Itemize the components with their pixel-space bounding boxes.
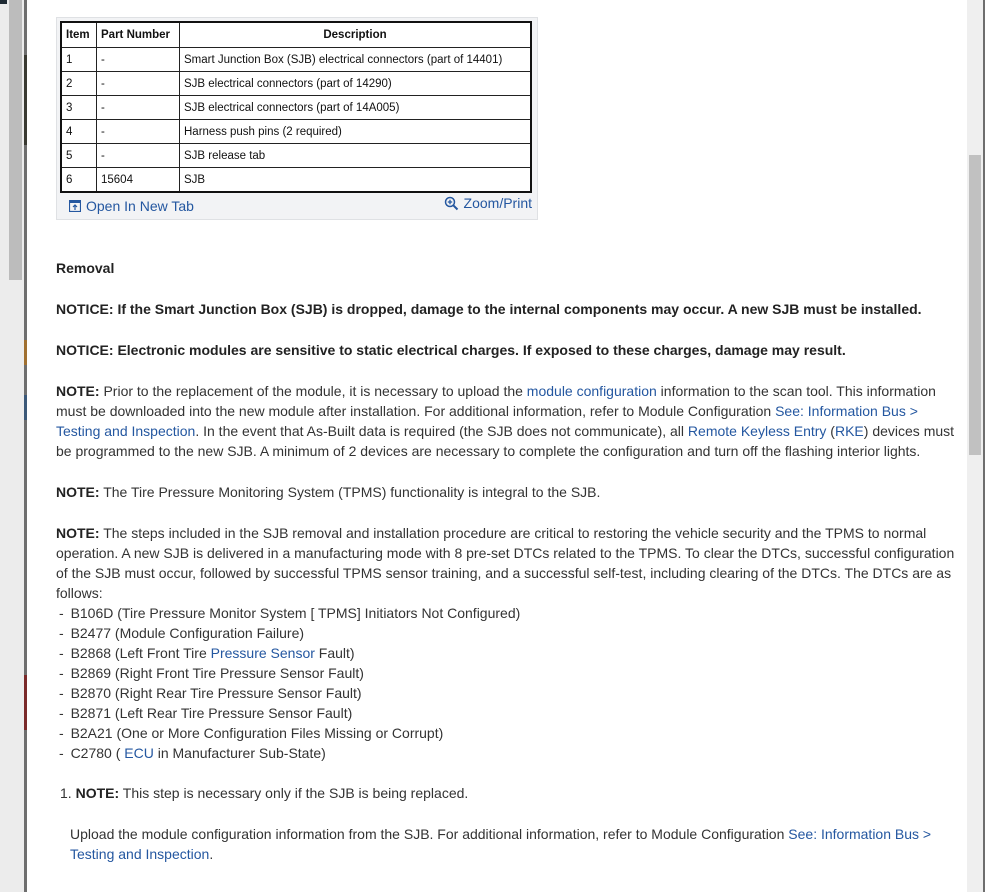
cell-item: 4 (61, 120, 97, 144)
dtc-text: in Manufacturer Sub-State) (153, 745, 326, 761)
note-module-configuration (56, 381, 956, 461)
note-text: Prior to the replacement of the module, it is necessary to upload the (99, 383, 527, 399)
dtc-item (56, 683, 956, 703)
background-corner (0, 0, 7, 4)
dtc-text: B106D (Tire Pressure Monitor System [ TPMS] Initiators Not Configured) (70, 605, 521, 621)
note-label: NOTE: (56, 525, 100, 541)
cell-description: Harness push pins (2 required) (180, 120, 532, 144)
dtc-item (56, 703, 956, 723)
note-label: NOTE: (56, 383, 100, 399)
note-dtcs (56, 523, 956, 603)
notice-static: NOTICE: Electronic modules are sensitive to static electrical charges. If exposed to these charges, damage may result. (56, 342, 846, 358)
cell-item: 2 (61, 72, 97, 96)
cell-description: Smart Junction Box (SJB) electrical connectors (part of 14401) (180, 48, 532, 72)
step-body-text: Upload the module configuration information from the SJB. For additional information, refer to Module Configuration (70, 826, 789, 842)
note-text: . In the event that As-Built data is required (the SJB does not communicate), all (195, 423, 688, 439)
note-text: The steps included in the SJB removal and installation procedure are critical to restoring the vehicle security and the TPMS to normal operation. A new SJB is delivered in a manufacturing mode with 8 pre-set DTCs related to the TPMS. To clear the DTCs, successful configuration of the SJB must occur, followed by successful TPMS sensor training, and a successful self-test, including clearing of the DTCs. The DTCs are as follows: (56, 525, 955, 601)
zoom-print-link[interactable] (444, 195, 532, 211)
dtc-text: C2780 ( (70, 745, 125, 761)
notice-dropped: NOTICE: If the Smart Junction Box (SJB) is dropped, damage to the internal components may occur. A new SJB must be installed. (56, 301, 922, 317)
table-row (61, 168, 531, 193)
table-row (61, 144, 531, 168)
dtc-item (56, 603, 956, 623)
dtc-term-link[interactable]: ECU (124, 745, 154, 761)
table-header-row (61, 22, 531, 48)
dtc-text: B2868 (Left Front Tire (70, 645, 211, 661)
dtc-text: B2870 (Right Rear Tire Pressure Sensor Fault) (70, 685, 362, 701)
cell-item: 1 (61, 48, 97, 72)
cell-part-number: 15604 (97, 168, 180, 193)
information-bus-testing-link[interactable]: See: Information Bus > Testing and Inspection (70, 826, 932, 862)
background-scrollbar-thumb (9, 0, 22, 280)
column-header-description: Description (180, 22, 532, 48)
cell-item: 6 (61, 168, 97, 193)
cell-part-number: - (97, 48, 180, 72)
dtc-text: Fault) (314, 645, 355, 661)
table-row (61, 96, 531, 120)
note-text: ( (826, 423, 835, 439)
note-text: The Tire Pressure Monitoring System (TPMS) functionality is integral to the SJB. (99, 484, 601, 500)
cell-description: SJB (180, 168, 532, 193)
note-label: NOTE: (75, 785, 120, 801)
procedure-content (56, 258, 956, 864)
step-body (56, 824, 956, 864)
dtc-text: B2871 (Left Rear Tire Pressure Sensor Fault) (70, 705, 353, 721)
step-item (56, 783, 956, 864)
cell-description: SJB electrical connectors (part of 14A005) (180, 96, 532, 120)
information-bus-testing-link[interactable]: See: Information Bus > Testing and Inspection (56, 403, 918, 439)
cell-part-number: - (97, 144, 180, 168)
table-row (61, 48, 531, 72)
dtc-item (56, 663, 956, 683)
scrollbar-thumb[interactable] (969, 155, 981, 455)
cell-description: SJB release tab (180, 144, 532, 168)
dtc-list (56, 603, 956, 763)
open-in-new-tab-label: Open In New Tab (86, 198, 194, 214)
step-note-text: This step is necessary only if the SJB is being replaced. (119, 785, 469, 801)
cell-part-number: - (97, 96, 180, 120)
note-tpms-integral (56, 482, 956, 502)
column-header-part-number: Part Number (97, 22, 180, 48)
note-text: information to the scan tool. This information must be downloaded into the new module after installation. For additional information, refer to Module Configuration (56, 383, 936, 419)
column-header-item: Item (61, 22, 97, 48)
dtc-text: B2477 (Module Configuration Failure) (70, 625, 305, 641)
zoom-in-icon (444, 196, 459, 211)
open-new-tab-icon (69, 200, 81, 212)
cell-part-number: - (97, 120, 180, 144)
cell-description: SJB electrical connectors (part of 14290) (180, 72, 532, 96)
module-configuration-link[interactable]: module configuration (526, 383, 657, 399)
remote-keyless-entry-link[interactable]: Remote Keyless Entry (687, 423, 827, 439)
dtc-item (56, 723, 956, 743)
dtc-term-link[interactable]: Pressure Sensor (210, 645, 315, 661)
vertical-scrollbar[interactable] (967, 0, 983, 892)
step-body-end: . (209, 846, 214, 862)
note-text: ) devices must be programmed to the new SJB. A minimum of 2 devices are necessary to complete the configuration and turn off the flashing interior lights. (56, 423, 955, 459)
dtc-text: B2869 (Right Front Tire Pressure Sensor Fault) (70, 665, 364, 681)
section-heading: Removal (56, 260, 115, 276)
note-label: NOTE: (56, 484, 100, 500)
step-number: 1. (60, 785, 72, 801)
dtc-item (56, 743, 956, 763)
dtc-item (56, 643, 956, 663)
table-row (61, 72, 531, 96)
open-in-new-tab-link[interactable] (69, 198, 194, 214)
cell-item: 3 (61, 96, 97, 120)
parts-table (60, 21, 532, 193)
background-page (0, 0, 24, 892)
procedure-steps (56, 783, 956, 864)
dtc-item (56, 623, 956, 643)
cell-item: 5 (61, 144, 97, 168)
rke-link[interactable]: RKE (834, 423, 864, 439)
zoom-print-label: Zoom/Print (463, 195, 532, 211)
dtc-text: B2A21 (One or More Configuration Files Missing or Corrupt) (70, 725, 444, 741)
cell-part-number: - (97, 72, 180, 96)
parts-figure (56, 17, 538, 220)
table-row (61, 120, 531, 144)
